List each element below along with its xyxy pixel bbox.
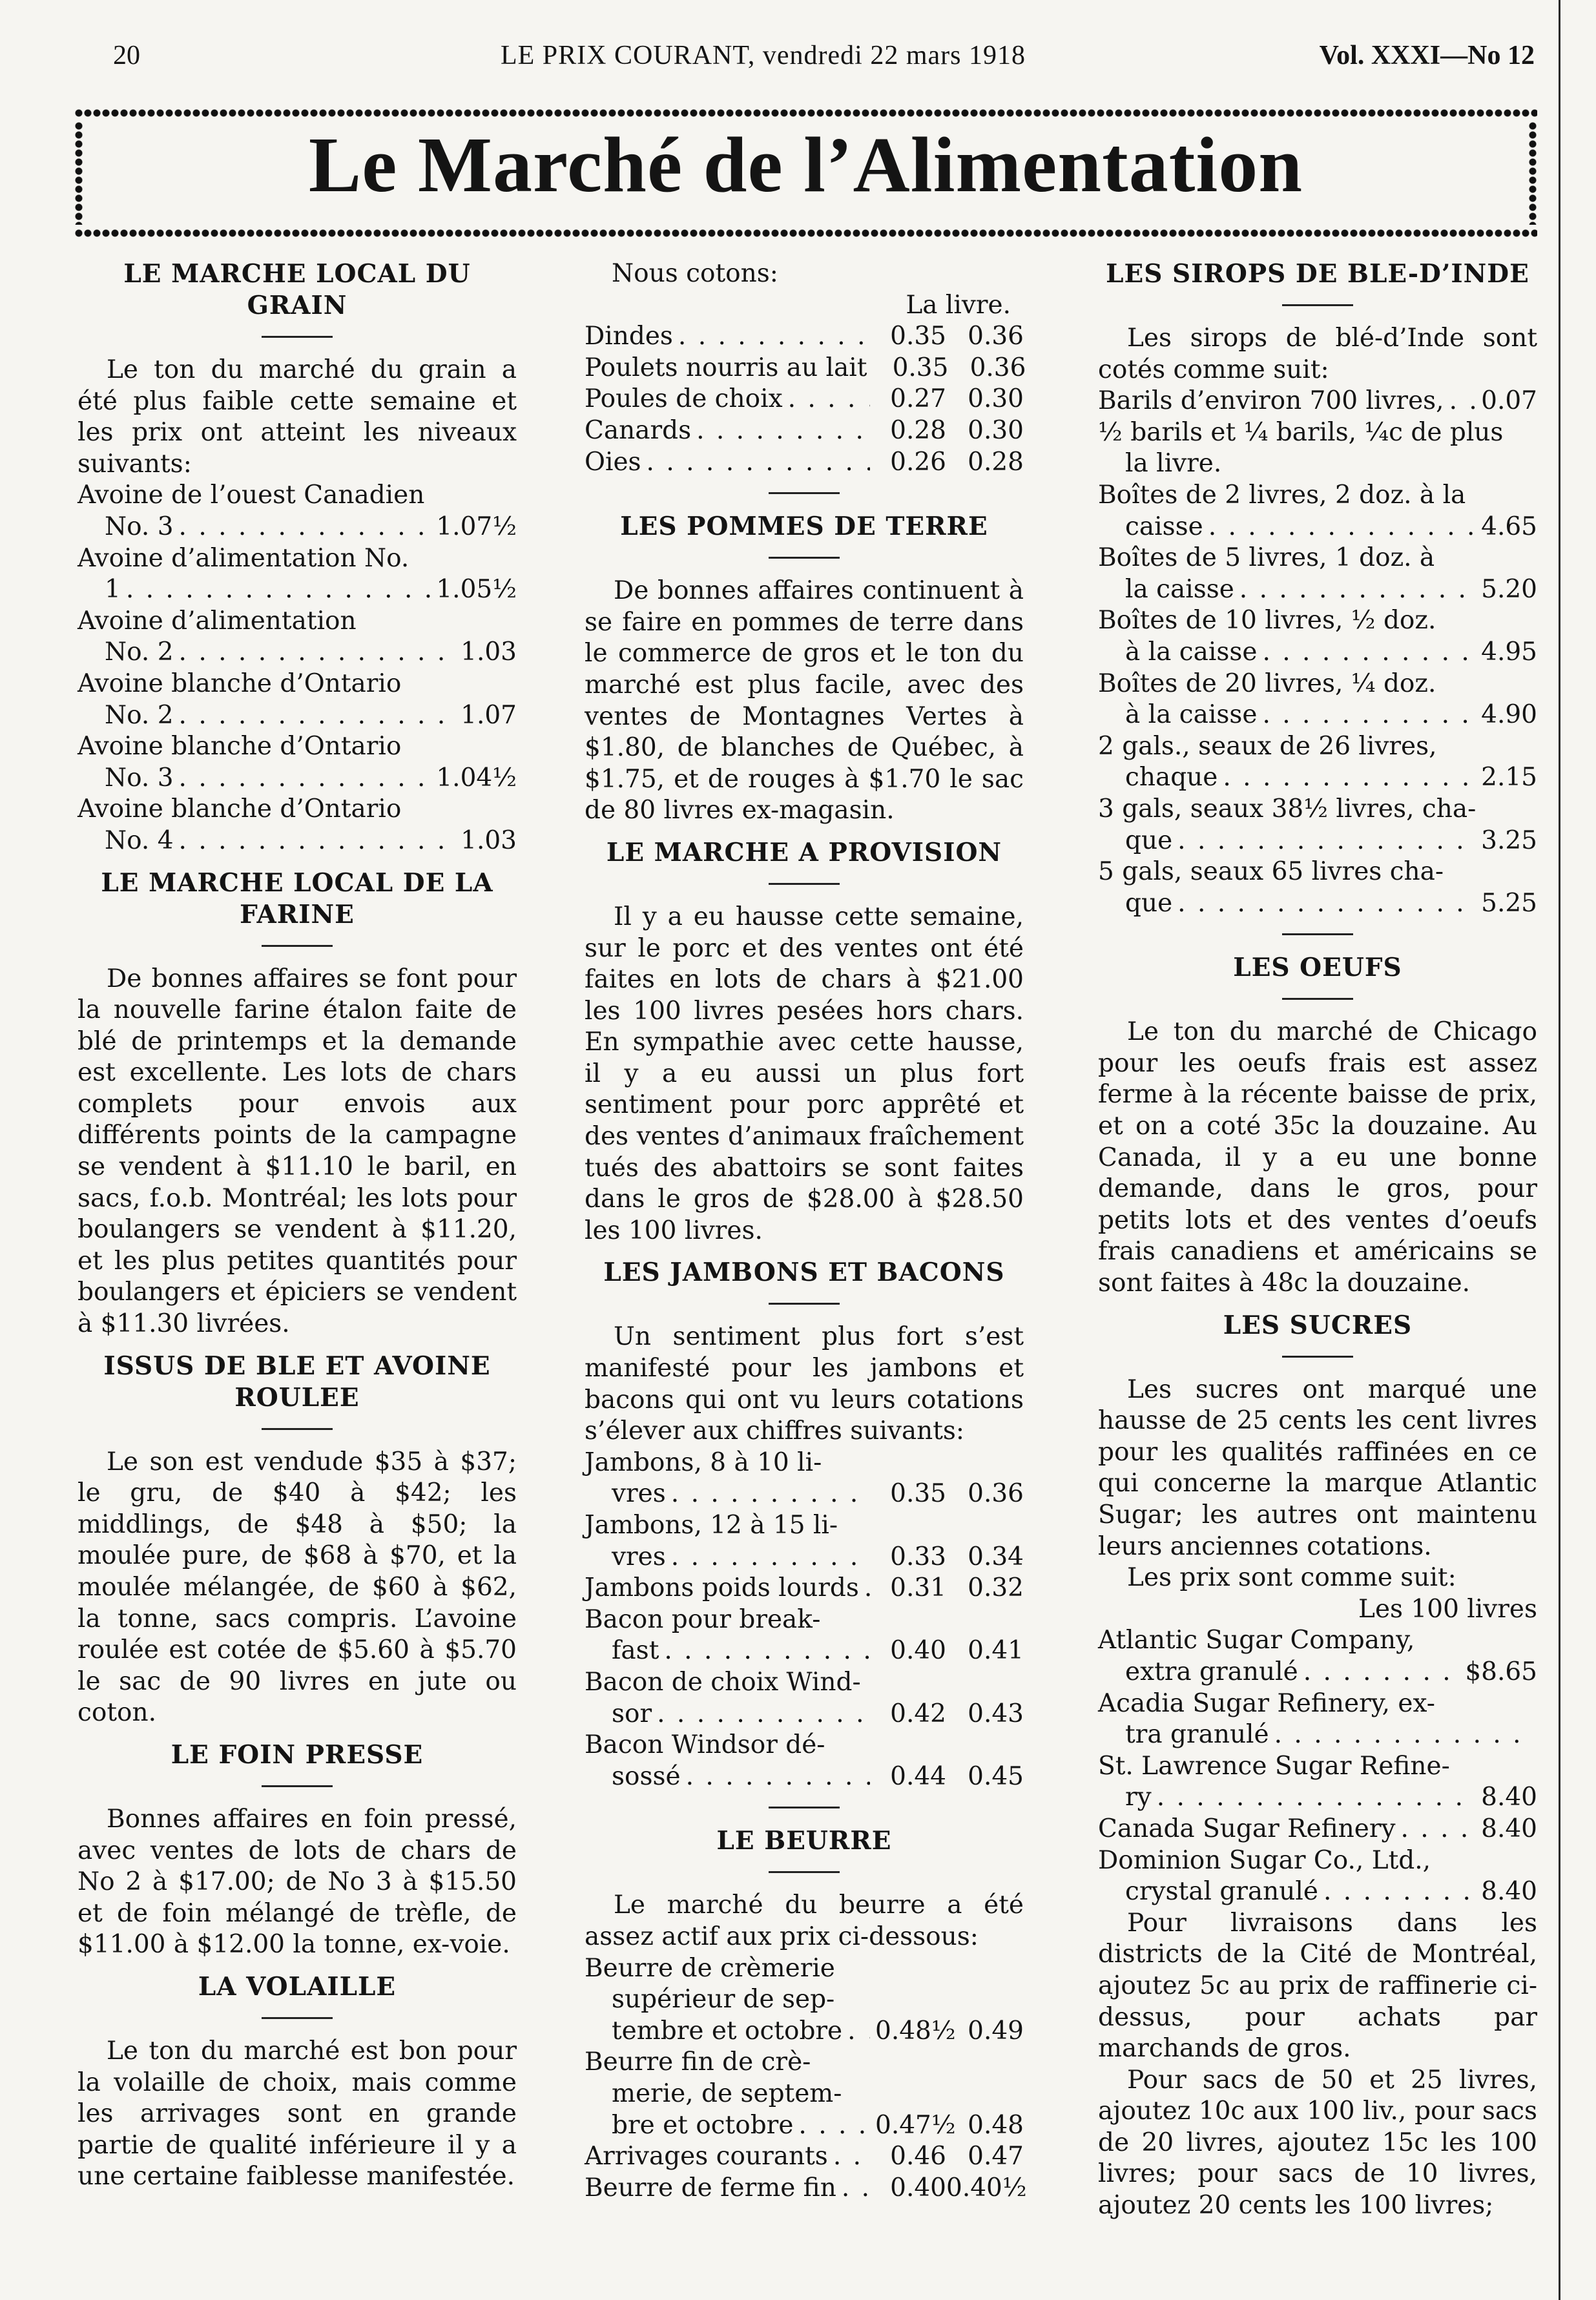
price-row: Boîtes de 20 livres, ¼ doz. à la caisse . . . 4.90: [1098, 668, 1537, 731]
section-banner: [74, 109, 1537, 238]
grain-price-list: [78, 480, 517, 856]
oeufs-heading: LES OEUFS: [1233, 953, 1402, 983]
grain-price: 1.07½: [436, 512, 517, 541]
price-row: Boîtes de 10 livres, ½ doz. à la caisse . . . 4.95: [1098, 605, 1537, 668]
jambons-price-list: [585, 1447, 1024, 1793]
oeufs-text: Le ton du marché de Chicago pour les oeufs frais est assez ferme à la récente baisse de prix, et on a coté 35c la douzaine. Au Canada, il y a eu une bonne demande, dans le gros, pour petits lots et des ventes d’oeufs frais canadiens et américains se sont faites à 48c la douzaine.: [1098, 1017, 1537, 1298]
heading-rule: [262, 1785, 333, 1787]
issus-heading: ISSUS DE BLE ET AVOINE ROULEE: [103, 1351, 491, 1413]
price-row: 2 gals., seaux de 26 livres, chaque . . . 2.15: [1098, 731, 1537, 794]
grain-price: 1.05½: [436, 575, 517, 605]
sirops-heading: LES SIROPS DE BLE-D’INDE: [1106, 259, 1529, 289]
sucres-note-livraisons: Pour livraisons dans les districts de la Cité de Montréal, ajoutez 5c au prix de raffinerie ci-dessus, pour achats par marchands de gros.: [1098, 1908, 1537, 2064]
heading-rule: [769, 1303, 840, 1305]
provision-text: Il y a eu hausse cette semaine, sur le porc et des ventes ont été faites en lots de chars à $21.00 les 100 livres pesées hors chars. En sympathie avec cette hausse, il y a eu aussi un plus fort sentiment pour porc apprêté et des ventes d’animaux fraîchement tués des abattoirs se sont faites dans le gros de $28.00 à $28.50 les 100 livres.: [585, 902, 1024, 1245]
price-row: ½ barils et ¼ barils, ¼c de plus la livre.: [1098, 417, 1504, 479]
grain-item: Avoine de l’ouest Canadien No. 3 . . . 1.07½: [78, 480, 517, 543]
price-row: 5 gals, seaux 65 livres cha- que . . . 5.25: [1098, 856, 1537, 919]
jambons-text: Un sentiment plus fort s’est manifesté pour les jambons et bacons qui ont vu leurs cotations s’élever aux chiffres suivants:: [585, 1322, 1024, 1446]
price-row: Barils d’environ 700 livres, . . . 0.07: [1098, 386, 1537, 417]
heading-rule: [262, 945, 333, 947]
heading-rule: [262, 1428, 333, 1430]
volaille-heading: LA VOLAILLE: [198, 1971, 397, 2002]
price-row: Bacon de choix Wind- sor . . . 0.42 0.43: [585, 1667, 1024, 1730]
price-row: 3 gals, seaux 38½ livres, cha- que . . . 3.25: [1098, 794, 1537, 856]
price-row: Jambons poids lourds . . . 0.31 0.32: [585, 1573, 1024, 1604]
grain-item: Avoine blanche d’Ontario No. 2 . . . 1.07: [78, 668, 517, 731]
grain-heading: LE MARCHE LOCAL DU GRAIN: [123, 259, 471, 320]
foin-text: Bonnes affaires en foin pressé, avec ventes de lots de chars de No 2 à $17.00; de No 3 à $15.50 et de foin mélangé de trèfle, de $11.00 à $12.00 la tonne, ex-voie.: [78, 1804, 517, 1960]
heading-rule: [262, 2017, 333, 2019]
heading-rule: [769, 557, 840, 559]
grain-item: Avoine d’alimentation No. 1 . . . 1.05½: [78, 543, 517, 606]
banner-border-bottom: [74, 229, 1537, 238]
price-row: Bacon pour break- fast . . . 0.40 0.41: [585, 1604, 1024, 1667]
sucres-price-list: [1098, 1625, 1537, 1907]
volume-number: Vol. XXXI—No 12: [1319, 41, 1535, 70]
running-header: [97, 40, 1535, 79]
grain-intro: Le ton du marché du grain a été plus faible cette semaine et les prix ont atteint les niveaux suivants:: [78, 355, 517, 479]
issus-text: Le son est vendude $35 à $37; le gru, de $40 à $42; les middlings, de $48 à $50; la moulée pure, de $68 à $70, et la moulée mélangée, de $60 à $62, la tonne, sacs compris. L’avoine roulée est cotée de $5.60 à $5.70 le sac de 90 livres en jute ou coton.: [78, 1447, 517, 1728]
heading-rule: [262, 336, 333, 338]
grain-price: 1.03: [461, 825, 517, 855]
sucres-text: Les sucres ont marqué une hausse de 25 cents les cent livres pour les qualités raffinées en ce qui concerne la marque Atlantic Sugar; les autres ont maintenu leurs anciennes cotations.: [1098, 1374, 1537, 1561]
beurre-heading: LE BEURRE: [716, 1826, 892, 1856]
price-row: Arrivages courants . . . 0.46 0.47: [585, 2141, 1024, 2173]
price-row: Canada Sugar Refinery . . . 8.40: [1098, 1814, 1537, 1845]
volaille-text: Le ton du marché est bon pour la volaille de choix, mais comme les arrivages sont en grande partie de qualité inférieure il y a une certaine faiblesse manifestée.: [78, 2036, 517, 2191]
pommes-text: De bonnes affaires continuent à se faire en pommes de terre dans le commerce de gros et le ton du marché est plus facile, avec des ventes de Montagnes Vertes à $1.80, de blanches de Québec, à $1.75, et de rouges à $1.70 le sac de 80 livres ex-magasin.: [585, 576, 1024, 825]
banner-border-top: [74, 109, 1537, 118]
price-row: Jambons, 12 à 15 li- vres . . . 0.33 0.34: [585, 1510, 1024, 1573]
heading-rule: [1282, 998, 1353, 1000]
pommes-heading: LES POMMES DE TERRE: [620, 512, 988, 542]
price-row: Oies . . . 0.26 0.28: [585, 447, 1024, 479]
price-row: Jambons, 8 à 10 li- vres . . . 0.35 0.36: [585, 1447, 1024, 1510]
farine-heading: LE MARCHE LOCAL DE LA FARINE: [101, 867, 493, 929]
sucres-heading: LES SUCRES: [1223, 1310, 1413, 1340]
jambons-heading: LES JAMBONS ET BACONS: [603, 1258, 1005, 1288]
price-row: Beurre de crèmerie supérieur de sep- tembre et octobre . . . 0.48½ 0.49: [585, 1953, 1024, 2047]
heading-rule: [1282, 1356, 1353, 1358]
grain-price: 1.04½: [436, 763, 517, 793]
sucres-unit: Les 100 livres: [1358, 1594, 1537, 1624]
price-row: Canards . . . 0.28 0.30: [585, 415, 1024, 447]
beurre-text: Le marché du beurre a été assez actif aux prix ci-dessous:: [585, 1891, 1024, 1951]
grain-item: Avoine blanche d’Ontario No. 4 . . . 1.03: [78, 794, 517, 856]
sucres-lead: Les prix sont comme suit:: [1127, 1563, 1456, 1593]
sirops-price-list: [1098, 386, 1537, 919]
section-rule: [769, 1807, 840, 1808]
volaille-price-list: [585, 321, 1024, 478]
price-row: St. Lawrence Sugar Refine- ry . . . 8.40: [1098, 1751, 1537, 1814]
publication-title: LE PRIX COURANT, vendredi 22 mars 1918: [501, 41, 1026, 70]
price-row: Beurre de ferme fin . . . 0.40 0.40½: [585, 2173, 1024, 2204]
sucres-note-sacs: Pour sacs de 50 et 25 livres, ajoutez 10c aux 100 liv., pour sacs de 20 livres, ajoutez 15c les 100 livres; pour sacs de 10 livres, ajoutez 20 cents les 100 livres;: [1098, 2065, 1537, 2221]
foin-heading: LE FOIN PRESSE: [171, 1739, 424, 1770]
price-row: Poulets nourris au lait 0.35 0.36: [585, 353, 1026, 382]
column-2: [585, 258, 1027, 2204]
price-row: Dominion Sugar Co., Ltd., crystal granulé . . . 8.40: [1098, 1845, 1537, 1908]
heading-rule: [1282, 304, 1353, 306]
sirops-text: Les sirops de blé-d’Inde sont cotés comme suit:: [1098, 324, 1537, 384]
section-title: Le Marché de l’Alimentation: [308, 121, 1303, 209]
column-3: [1098, 258, 1537, 2222]
grain-price: 1.07: [461, 700, 517, 730]
grain-price: 1.03: [461, 637, 517, 667]
grain-item: Avoine d’alimentation No. 2 . . . 1.03: [78, 606, 517, 668]
grain-item: Avoine blanche d’Ontario No. 3 . . . 1.04½: [78, 731, 517, 794]
page-edge-rule: [1559, 0, 1560, 2300]
section-rule: [769, 492, 840, 494]
section-rule: [1282, 933, 1353, 935]
heading-rule: [769, 883, 840, 885]
volaille-unit: La livre.: [906, 290, 1011, 320]
heading-rule: [769, 1871, 840, 1873]
provision-heading: LE MARCHE A PROVISION: [606, 837, 1002, 867]
price-row: Beurre fin de crè- merie, de septem- bre et octobre . . . 0.47½ 0.48: [585, 2047, 1024, 2141]
farine-text: De bonnes affaires se font pour la nouvelle farine étalon faite de blé de printemps et la demande est excellente. Les lots de chars complets pour envois aux différents points de la campagne se vendent à $11.10 le baril, en sacs, f.o.b. Montréal; les lots pour boulangers se vendent à $11.20, et les plus petites quantités pour boulangers et épiciers se vendent à $11.30 livrées.: [78, 964, 517, 1339]
beurre-price-list: [585, 1953, 1027, 2204]
price-row: Boîtes de 5 livres, 1 doz. à la caisse . . . 5.20: [1098, 543, 1537, 605]
volaille-lead: Nous cotons:: [612, 259, 778, 288]
column-1: [78, 258, 517, 2193]
price-row: Acadia Sugar Refinery, ex- tra granulé . . .: [1098, 1688, 1537, 1751]
price-row: Poules de choix . . . 0.27 0.30: [585, 384, 1024, 415]
price-row: Bacon Windsor dé- sossé . . . 0.44 0.45: [585, 1730, 1024, 1792]
page-number: 20: [113, 41, 140, 70]
price-row: Dindes . . . 0.35 0.36: [585, 321, 1024, 353]
price-row: Atlantic Sugar Company, extra granulé . . . $8.65: [1098, 1625, 1537, 1688]
price-row: Boîtes de 2 livres, 2 doz. à la caisse . . . 4.65: [1098, 480, 1537, 543]
